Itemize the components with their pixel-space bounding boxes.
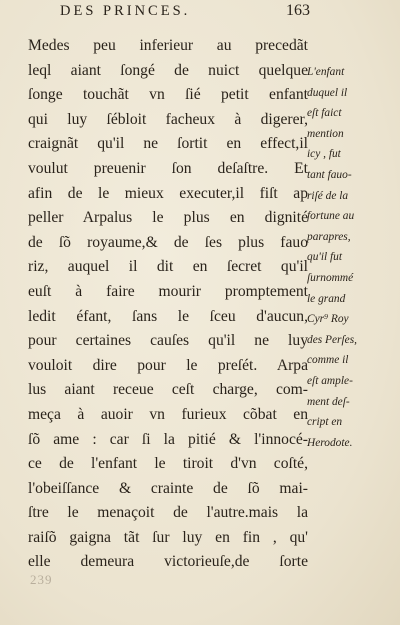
margin-note-line: cript en [307,416,343,429]
body-line: ſonge touchãt vn ſié petit enfant [28,86,308,104]
body-line: meça à auoir vn furieux cõbat en [28,405,308,423]
margin-note-line: eſt faict [307,107,342,120]
body-line: ce de l'enfant le tiroit d'vn coſté, [28,455,308,473]
margin-note-line: tant fauo- [307,168,352,181]
margin-note-line: mention [307,127,344,140]
margin-note-line: parapres, [307,230,351,243]
margin-note [307,62,379,453]
body-line: Medes peu inferieur au precedãt [28,37,308,54]
margin-note-line: ſurnommé [307,271,354,284]
margin-note-line: eſt ample- [307,374,353,387]
body-line: elle demeura victorieuſe,de ſorte [28,553,308,571]
body-line: afin de le mieux executer,il fiſt ap [28,184,308,202]
margin-note-line: L'enfant [307,66,345,78]
margin-note-line: ment deſ- [307,395,350,408]
body-line: ledit éfant, ſans le ſceu d'aucun, [28,307,308,325]
margin-note-line: duquel il [307,86,348,99]
margin-note-line: riſé de la [307,189,349,202]
body-line: peller Arpalus le plus en dignité [28,209,308,227]
margin-note-line: des Perſes, [307,333,357,346]
body-line: ſõ ame : car ſi la pitié & l'innocé- [28,430,308,448]
body-line: vouloit dire pour le preſét. Arpa [28,356,308,374]
margin-note-line: Herodote. [307,436,353,449]
running-head [60,2,310,24]
margin-note-line: comme il [307,354,349,367]
page-number: 163 [286,2,310,19]
body-line: craignãt qu'il ne ſortit en effect,il [28,135,308,153]
body-line: pour certaines cauſes qu'il ne luy [28,332,308,350]
body-line: ſtre le menaçoit de l'autre.mais la [28,504,308,522]
body-line: leql aiant ſongé de nuict quelque [28,61,308,79]
margin-note-line: qu'il fut [307,251,343,264]
running-title: DES PRINCES. [60,3,191,19]
margin-note-line: icy , fut [307,148,341,161]
margin-note-line: Cyr⁹ Roy [307,313,349,326]
margin-note-line: fortune au [307,210,355,223]
margin-note-line: le grand [307,292,346,305]
body-line: de ſõ royaume,& de ſes plus fauo [28,233,308,251]
body-line: riz, auquel il dit en ſecret qu'il [28,258,308,276]
body-text [28,34,308,575]
body-line: l'obeiſſance & crainte de ſõ mai- [28,479,308,497]
body-line: voulut preuenir ſon deſaſtre. Et [28,159,308,177]
body-line: qui luy ſébloit facheux à digerer, [28,110,308,128]
body-line: lus aiant receue ceſt charge, com- [28,381,308,399]
signature-mark: 239 [30,572,53,587]
body-line: euſt à faire mourir promptement [28,282,308,300]
body-line: raiſõ gaigna tãt ſur luy en fin , qu' [28,528,308,546]
